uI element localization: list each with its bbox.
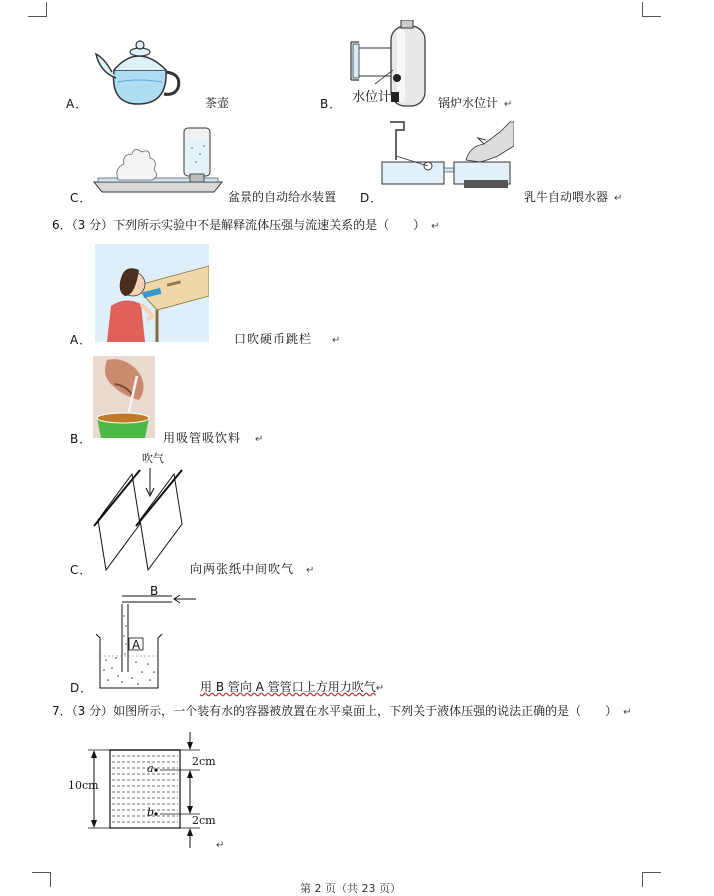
q5-option-d-caption [524,188,622,205]
straw-drink-image [93,356,155,438]
blow-label: 吹气 [142,452,164,465]
water-gauge-label: 水位计 [352,90,392,105]
q5-option-d-letter: D． [360,191,384,205]
q6-option-b-letter: B． [70,432,93,446]
teapot-image [92,32,184,106]
q6-option-d-caption [200,678,384,695]
paragraph-mark: ↵ [255,434,264,445]
q5-option-d-caption-text: 乳牛自动喂水器 [524,190,609,204]
q5-option-b-caption [438,94,512,111]
corner-mark-bottom-right [642,872,661,887]
q6-option-a-caption [234,330,340,347]
q6-stem-text: 6．（3 分）下列所示实验中不是解释流体压强与流速关系的是（ ） [52,218,426,232]
q6-stem [52,216,439,233]
corner-mark-top-right [642,2,661,17]
gap-bottom-label: 2cm [192,814,216,827]
paragraph-mark: ↵ [375,683,385,694]
q6-option-c-caption-text: 向两张纸中间吹气 [190,562,295,576]
paragraph-mark: ↵ [216,840,225,851]
point-a-label: a [147,762,154,775]
coin-jump-image [95,244,209,342]
paragraph-mark: ↵ [431,221,440,232]
paragraph-mark: ↵ [614,193,623,204]
q6-option-b-caption [163,429,263,446]
height-label: 10cm [68,779,99,792]
q7-stem [52,702,631,719]
q6-option-a-caption-text: 口吹硬币跳栏 [234,332,313,346]
tube-b-label: B [150,584,159,598]
corner-mark-bottom-left [32,872,51,887]
q6-option-c-caption [190,560,314,577]
paragraph-mark: ↵ [332,335,341,346]
tubes-beaker-image [92,582,200,692]
q5-option-b-caption-text: 锅炉水位计 [438,96,499,110]
page-footer: 第 2 页（共 23 页） [300,882,401,895]
q7-stem-text: 7．（3 分）如图所示，一个装有水的容器被放置在水平桌面上，下列关于液体压强的说法正确的是（ ） [52,704,618,718]
point-b-label: b [147,806,155,819]
q5-option-c-caption: 盆景的自动给水装置 [228,190,337,204]
q6-option-d-caption-text: 用 B 管向 A 管管口上方用力吹气 [200,680,376,694]
paragraph-mark: ↵ [623,707,632,718]
q5-option-b-letter: B． [320,97,343,111]
q5-option-a-letter: A． [66,97,89,111]
gap-top-label: 2cm [192,755,216,768]
q6-option-b-caption-text: 用吸管吸饮料 [163,431,242,445]
q6-option-c-letter: C． [70,563,93,577]
two-papers-image [92,464,202,576]
q5-option-c-letter: C． [70,191,93,205]
cow-feeder-image [380,116,514,188]
paragraph-mark: ↵ [306,565,315,576]
corner-mark-top-left [28,2,47,17]
bonsai-water-image [92,124,228,196]
q6-option-a-letter: A． [70,333,93,347]
tube-a-label: A [132,638,141,652]
paragraph-mark: ↵ [504,99,513,110]
q6-option-d-letter: D． [70,681,94,695]
q5-option-a-caption: 茶壶 [205,96,230,110]
